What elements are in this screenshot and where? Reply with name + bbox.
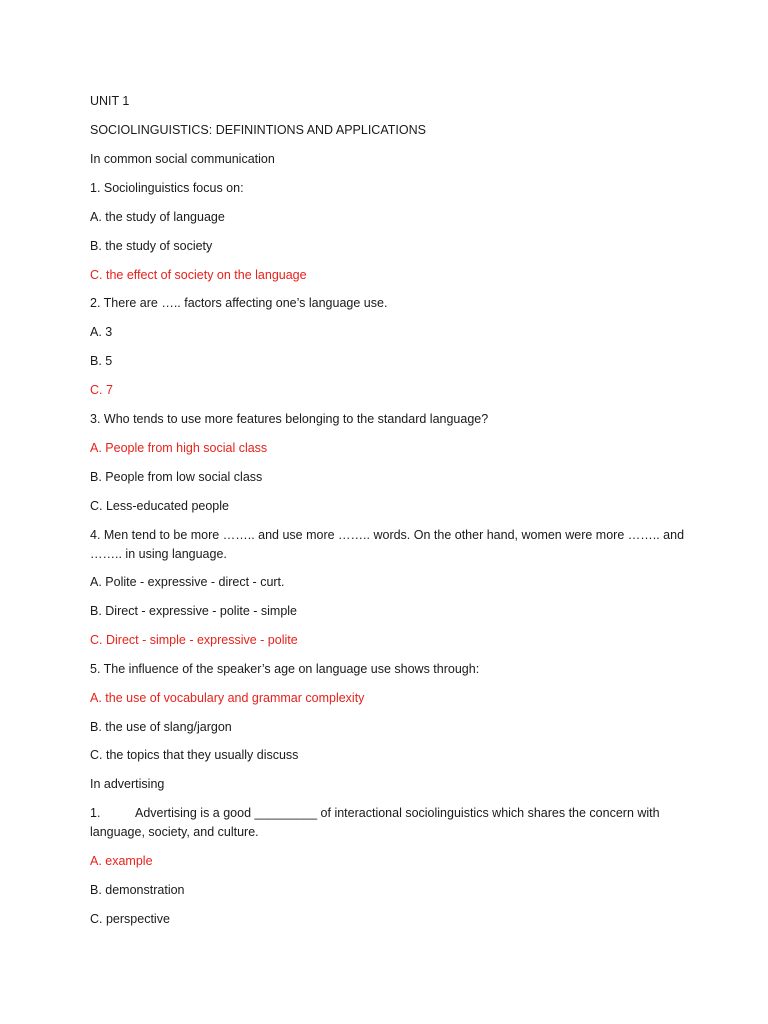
advertising-question-1-text: Advertising is a good _________ of interactional sociolinguistics which shares the concern with <box>135 806 660 820</box>
adq1-option-b: B. demonstration <box>90 883 185 897</box>
q5-option-c: C. the topics that they usually discuss <box>90 748 299 762</box>
section-heading-social-communication: In common social communication <box>90 152 275 166</box>
q5-option-a-correct: A. the use of vocabulary and grammar complexity <box>90 691 365 705</box>
advertising-question-1-number: 1. <box>90 806 101 820</box>
q1-option-c-correct: C. the effect of society on the language <box>90 268 307 282</box>
question-4-line-2: …….. in using language. <box>90 547 227 561</box>
q3-option-c: C. Less-educated people <box>90 499 229 513</box>
adq1-option-c: C. perspective <box>90 912 170 926</box>
question-1: 1. Sociolinguistics focus on: <box>90 181 244 195</box>
q5-option-b: B. the use of slang/jargon <box>90 720 232 734</box>
q4-option-a: A. Polite - expressive - direct - curt. <box>90 575 285 589</box>
q3-option-b: B. People from low social class <box>90 470 263 484</box>
advertising-question-1-line-1 <box>90 804 690 823</box>
unit-heading: UNIT 1 <box>90 94 130 108</box>
section-heading-advertising: In advertising <box>90 777 165 791</box>
question-4-line-1: 4. Men tend to be more …….. and use more …….. words. On the other hand, women were more …….. and <box>90 528 685 542</box>
question-3: 3. Who tends to use more features belonging to the standard language? <box>90 412 489 426</box>
q1-option-b: B. the study of society <box>90 239 213 253</box>
advertising-question-1-line-2: language, society, and culture. <box>90 825 259 839</box>
q2-option-c-correct: C. 7 <box>90 383 113 397</box>
q2-option-b: B. 5 <box>90 354 113 368</box>
q1-option-a: A. the study of language <box>90 210 225 224</box>
q3-option-a-correct: A. People from high social class <box>90 441 268 455</box>
question-2: 2. There are ….. factors affecting one’s language use. <box>90 296 388 310</box>
document-title: SOCIOLINGUISTICS: DEFININTIONS AND APPLICATIONS <box>90 123 426 137</box>
adq1-option-a-correct: A. example <box>90 854 153 868</box>
q4-option-b: B. Direct - expressive - polite - simple <box>90 604 298 618</box>
q2-option-a: A. 3 <box>90 325 113 339</box>
question-5: 5. The influence of the speaker’s age on language use shows through: <box>90 662 480 676</box>
q4-option-c-correct: C. Direct - simple - expressive - polite <box>90 633 298 647</box>
